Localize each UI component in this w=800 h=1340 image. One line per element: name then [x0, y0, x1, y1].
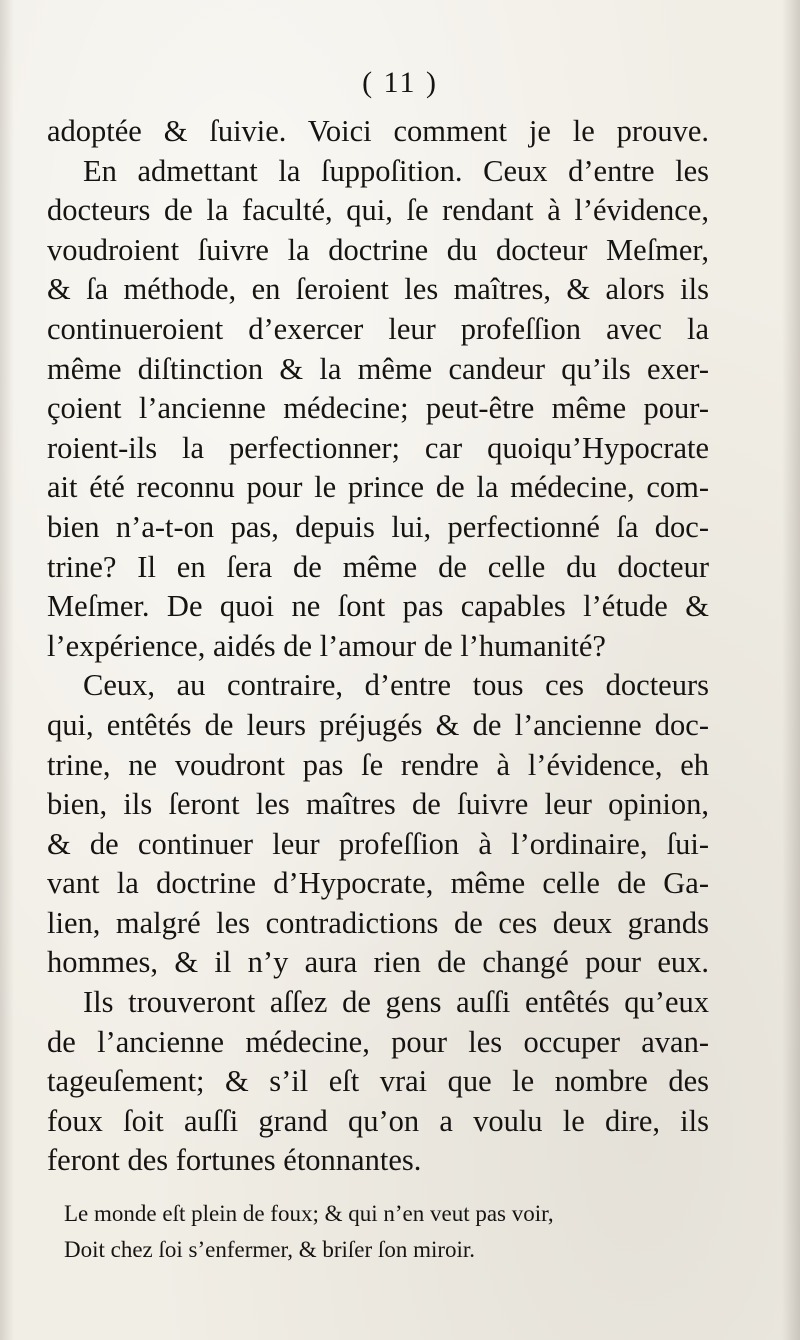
text-line: bien, ils ſeront les maîtres de ſuivre leur opinion,	[47, 787, 709, 822]
verse-line: Doit chez ſoi s’enfermer, & briſer ſon miroir.	[64, 1237, 476, 1262]
text-line: ait été reconnu pour le prince de la médecine, com-	[47, 470, 709, 505]
text-line: & de continuer leur profeſſion à l’ordinaire, ſui-	[47, 826, 709, 861]
text-line: qui, entêtés de leurs préjugés & de l’ancienne doc-	[47, 707, 709, 742]
text-line: Meſmer. De quoi ne ſont pas capables l’étude &	[47, 589, 709, 624]
page-shadow-left	[0, 0, 14, 1340]
text-line: feront des fortunes étonnantes.	[47, 1143, 422, 1178]
text-line: En admettant la ſuppoſition. Ceux d’entre les	[83, 153, 709, 188]
text-line: Ceux, au contraire, d’entre tous ces docteurs	[83, 668, 709, 703]
closing-verse	[64, 1196, 674, 1268]
text-line: bien n’a-t-on pas, depuis lui, perfectionné ſa doc-	[47, 509, 709, 544]
verse-line: Le monde eſt plein de foux; & qui n’en veut pas voir,	[64, 1201, 554, 1226]
text-line: même diſtinction & la même candeur qu’ils exer-	[47, 351, 709, 386]
text-line: roient-ils la perfectionner; car quoiqu’Hypocrate	[47, 430, 709, 465]
page-shadow-right	[782, 0, 800, 1340]
text-line: l’expérience, aidés de l’amour de l’humanité?	[47, 628, 606, 663]
text-line: Ils trouveront aſſez de gens auſſi entêtés qu’eux	[83, 985, 709, 1020]
text-line: çoient l’ancienne médecine; peut-être même pour-	[47, 391, 709, 426]
text-line: docteurs de la faculté, qui, ſe rendant à l’évidence,	[47, 193, 709, 228]
body-text	[47, 112, 709, 1181]
text-line: trine? Il en ſera de même de celle du docteur	[47, 549, 709, 584]
text-line: foux ſoit auſſi grand qu’on a voulu le dire, ils	[47, 1103, 709, 1138]
text-line: hommes, & il n’y aura rien de changé pour eux.	[47, 945, 709, 980]
text-line: adoptée & ſuivie. Voici comment je le prouve.	[47, 114, 709, 148]
text-line: de l’ancienne médecine, pour les occuper avan-	[47, 1024, 709, 1059]
text-line: trine, ne voudront pas ſe rendre à l’évidence, eh	[47, 747, 709, 782]
text-line: & ſa méthode, en ſeroient les maîtres, & alors ils	[47, 272, 709, 307]
text-line: vant la doctrine d’Hypocrate, même celle de Ga-	[47, 866, 709, 901]
text-line: tageuſement; & s’il eſt vrai que le nombre des	[47, 1064, 709, 1099]
text-line: continueroient d’exercer leur profeſſion avec la	[47, 311, 709, 346]
text-line: voudroient ſuivre la doctrine du docteur Meſmer,	[47, 232, 709, 267]
page-number: ( 11 )	[362, 66, 438, 99]
text-line: lien, malgré les contradictions de ces deux grands	[47, 905, 709, 940]
